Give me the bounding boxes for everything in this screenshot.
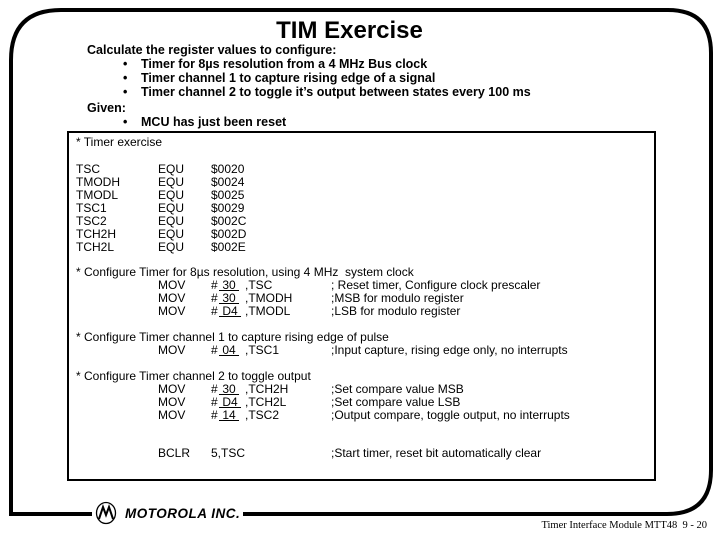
code-comment: ;Start timer, reset bit automatically clear [331, 446, 542, 460]
equate-value: $002E [211, 240, 246, 254]
equate-value: $0025 [211, 188, 245, 202]
equate-value: $0029 [211, 201, 245, 215]
code-target: ,TSC1 [245, 343, 280, 357]
section-comment: * Configure Timer channel 2 to toggle output [76, 369, 311, 383]
equate-value: $0024 [211, 175, 245, 189]
code-value: 04 [219, 343, 240, 357]
code-target: ,TSC [245, 278, 273, 292]
section-comment: * Configure Timer channel 1 to capture rising edge of pulse [76, 330, 389, 344]
intro-bullet: Timer channel 2 to toggle it’s output between states every 100 ms [141, 85, 531, 99]
slide-footer: Timer Interface Module MTT48 9 - 20 [541, 520, 707, 531]
motorola-logo [92, 500, 243, 526]
equate-name: TSC [76, 162, 100, 176]
code-op: MOV [158, 395, 186, 409]
code-comment: ;LSB for modulo register [331, 304, 461, 318]
equate-op: EQU [158, 240, 185, 254]
code-prefix: # [211, 304, 218, 318]
code-op: MOV [158, 343, 186, 357]
code-prefix: # [211, 291, 218, 305]
equate-name: TSC1 [76, 201, 107, 215]
equate-name: TMODH [76, 175, 120, 189]
code-prefix: # [211, 395, 218, 409]
equate-op: EQU [158, 188, 185, 202]
equate-name: TMODL [76, 188, 118, 202]
equate-value: $002D [211, 227, 247, 241]
given-bullet: MCU has just been reset [141, 115, 287, 129]
bullet-icon: • [123, 115, 128, 129]
code-target: ,TSC2 [245, 408, 280, 422]
code-value: 30 [219, 382, 240, 396]
intro-bullet: Timer channel 1 to capture rising edge of a signal [141, 71, 436, 85]
equate-op: EQU [158, 227, 185, 241]
code-op: MOV [158, 291, 186, 305]
intro-bullet: Timer for 8µs resolution from a 4 MHz Bus clock [141, 57, 428, 71]
equate-name: TCH2L [76, 240, 115, 254]
code-op: MOV [158, 304, 186, 318]
section-comment: * Configure Timer for 8µs resolution, using 4 MHz system clock [76, 265, 414, 279]
bullet-icon: • [123, 71, 128, 85]
code-comment: ;Set compare value MSB [331, 382, 464, 396]
code-target: ,TMODH [245, 291, 293, 305]
equate-value: $002C [211, 214, 247, 228]
equate-name: TSC2 [76, 214, 107, 228]
code-target: ,TCH2H [245, 382, 289, 396]
motorola-batwing-icon [95, 501, 117, 525]
given-label: Given: [87, 101, 126, 115]
code-value: 14 [219, 408, 240, 422]
code-value: D4 [219, 395, 242, 409]
equate-op: EQU [158, 201, 185, 215]
code-operand: 5,TSC [211, 446, 246, 460]
logo-text: MOTOROLA INC. [125, 505, 241, 521]
code-comment: ;Set compare value LSB [331, 395, 461, 409]
code-prefix: # [211, 278, 218, 292]
bullet-icon: • [123, 57, 128, 71]
code-comment: ;Output compare, toggle output, no interrupts [331, 408, 570, 422]
equate-value: $0020 [211, 162, 245, 176]
code-comment: ; Reset timer, Configure clock prescaler [331, 278, 541, 292]
code-op: MOV [158, 382, 186, 396]
code-op: BCLR [158, 446, 191, 460]
bullet-icon: • [123, 85, 128, 99]
slide-title: TIM Exercise [276, 17, 423, 44]
code-prefix: # [211, 382, 218, 396]
equate-op: EQU [158, 214, 185, 228]
code-comment: ;Input capture, rising edge only, no interrupts [331, 343, 568, 357]
code-op: MOV [158, 408, 186, 422]
code-comment: ;MSB for modulo register [331, 291, 464, 305]
code-target: ,TMODL [245, 304, 291, 318]
code-target: ,TCH2L [245, 395, 287, 409]
equate-op: EQU [158, 162, 185, 176]
code-prefix: # [211, 408, 218, 422]
code-header: * Timer exercise [76, 135, 163, 149]
intro-heading: Calculate the register values to configure: [87, 43, 337, 57]
code-value: D4 [219, 304, 242, 318]
code-prefix: # [211, 343, 218, 357]
code-op: MOV [158, 278, 186, 292]
code-value: 30 [219, 291, 240, 305]
equate-op: EQU [158, 175, 185, 189]
code-value: 30 [219, 278, 240, 292]
equate-name: TCH2H [76, 227, 117, 241]
